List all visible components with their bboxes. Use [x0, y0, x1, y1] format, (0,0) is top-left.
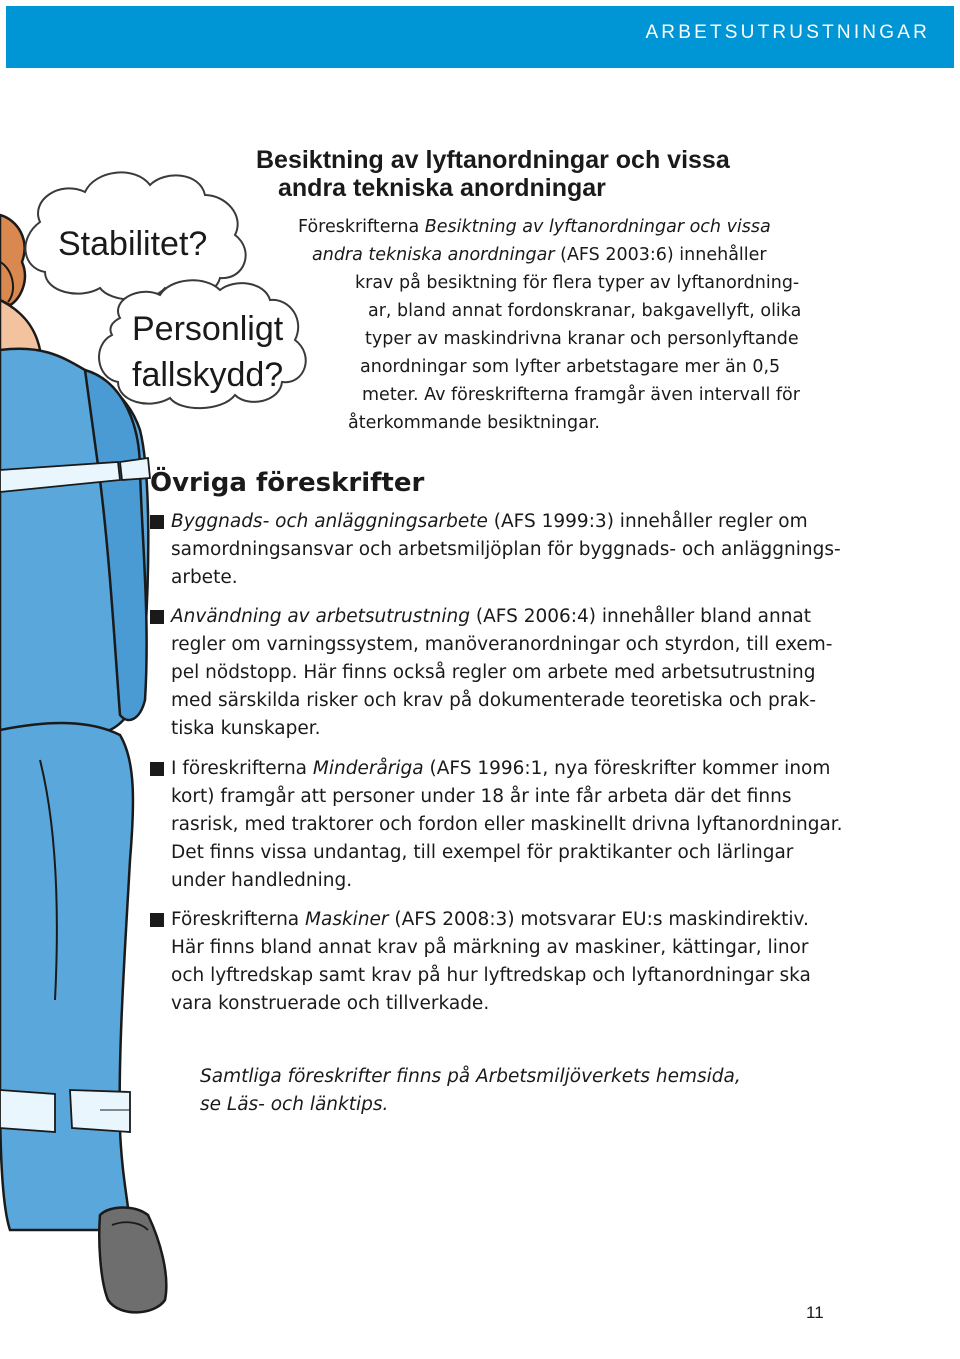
bubble-personligt: Personligt [132, 310, 284, 348]
bullet-text-line: och lyftredskap samt krav på hur lyftredskap och lyftanordningar ska [171, 965, 811, 986]
bullet-text-line: arbete. [171, 567, 238, 588]
section2-title: Övriga föreskrifter [150, 468, 425, 498]
bullet-icon [150, 913, 164, 927]
bullet-text-line: samordningsansvar och arbetsmiljöplan för byggnads- och anläggnings- [171, 539, 841, 560]
section1-line: krav på besiktning för flera typer av lyftanordning- [355, 273, 800, 293]
section1-line: Föreskrifterna Besiktning av lyftanordningar och vissa [298, 217, 771, 237]
bullet-text-line: I föreskrifterna Minderåriga (AFS 1996:1, nya föreskrifter kommer inom [171, 758, 831, 779]
bullet-text-line: Här finns bland annat krav på märkning av maskiner, kättingar, linor [171, 937, 809, 958]
bullet-text-line: Användning av arbetsutrustning (AFS 2006:4) innehåller bland annat [171, 606, 812, 627]
bullet-text-line: med särskilda risker och krav på dokumenterade teoretiska och prak- [171, 690, 817, 711]
section1-line: ar, bland annat fordonskranar, bakgavellyft, olika [368, 301, 802, 321]
bullet-text-line: kort) framgår att personer under 18 år inte får arbeta där det finns [171, 786, 792, 807]
section1-line: typer av maskindrivna kranar och personlyftande [365, 329, 799, 349]
bullet-icon [150, 515, 164, 529]
note-line-2: se Läs- och länktips. [200, 1094, 389, 1115]
bullet-icon [150, 762, 164, 776]
bullet-text-line: tiska kunskaper. [171, 718, 321, 739]
bullet-icon [150, 610, 164, 624]
section1-line: meter. Av föreskrifterna framgår även intervall för [362, 385, 800, 405]
note-line-1: Samtliga föreskrifter finns på Arbetsmiljöverkets hemsida, [200, 1066, 741, 1087]
section1-title [256, 146, 876, 202]
bullet-text-line: Byggnads- och anläggningsarbete (AFS 1999:3) innehåller regler om [171, 511, 808, 532]
section1-title-line2: andra tekniska anordningar [278, 174, 606, 202]
bubble-fallskydd: fallskydd? [132, 356, 284, 394]
bullet-text-line: pel nödstopp. Här finns också regler om arbete med arbetsutrustning [171, 662, 816, 683]
page-number: 11 [806, 1303, 824, 1322]
bullet-text-line: vara konstruerade och tillverkade. [171, 993, 490, 1014]
section1-title-line1: Besiktning av lyftanordningar och vissa [256, 146, 730, 174]
section1-line: återkommande besiktningar. [348, 413, 600, 433]
section1-line: anordningar som lyfter arbetstagare mer än 0,5 [360, 357, 781, 377]
header-title: ARBETSUTRUSTNINGAR [645, 22, 930, 43]
bullet-text-line: rasrisk, med traktorer och fordon eller maskinellt drivna lyftanordningar. [171, 814, 843, 835]
bullet-text-line: Föreskrifterna Maskiner (AFS 2008:3) motsvarar EU:s maskindirektiv. [171, 909, 809, 930]
bubble-stabilitet: Stabilitet? [58, 225, 208, 263]
bullet-text-line: Det finns vissa undantag, till exempel för praktikanter och lärlingar [171, 842, 794, 863]
bullet-text-line: under handledning. [171, 870, 353, 891]
section1-line: andra tekniska anordningar (AFS 2003:6) innehåller [312, 245, 767, 265]
bullet-text-line: regler om varningssystem, manöveranordningar och styrdon, till exem- [171, 634, 833, 655]
